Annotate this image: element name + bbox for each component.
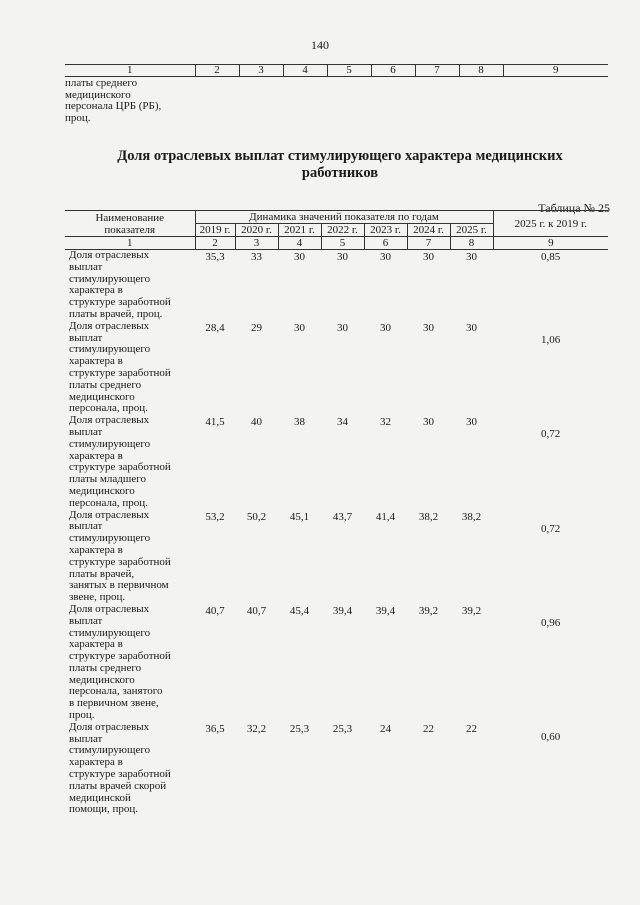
year-value: 34 (337, 416, 348, 429)
indicator-name (65, 321, 195, 415)
indicator-name-line: характера в (69, 449, 123, 462)
indicator-name (65, 604, 195, 722)
table-caption: Таблица № 25 (538, 201, 610, 215)
indicator-name-line: характера в (69, 756, 123, 769)
indicator-name-line: стимулирующего (69, 626, 151, 639)
indicator-name-line: стимулирующего (69, 343, 151, 356)
indicator-name-line: структуре заработной (69, 296, 171, 309)
year-value: 40 (251, 416, 262, 429)
table-row (65, 510, 608, 604)
header-line: Наименование (95, 211, 165, 224)
indicator-name-line: стимулирующего (69, 437, 151, 450)
indicator-name-line: Доля отраслевых (69, 319, 150, 332)
col-number: 3 (239, 65, 283, 77)
year-value: 41,5 (205, 416, 225, 429)
col-number: 6 (371, 65, 415, 77)
indicator-name-line: стимулирующего (69, 744, 151, 757)
col-number: 4 (278, 237, 321, 250)
indicator-name-line: медицинской (69, 791, 131, 804)
label-line: персонала ЦРБ (РБ), (65, 100, 162, 112)
col-number: 5 (327, 65, 371, 77)
col-number: 2 (195, 237, 235, 250)
year-value: 50,2 (246, 510, 267, 523)
year-value: 45,1 (289, 510, 310, 523)
indicator-name (65, 415, 195, 509)
year-value: 32 (380, 416, 391, 429)
indicator-name-line: платы младшего (69, 473, 146, 486)
year-value: 45,4 (289, 604, 310, 617)
table-row (65, 415, 608, 509)
year-value: 22 (466, 722, 478, 735)
year-header: 2022 г. (321, 224, 364, 237)
indicator-name-line: структуре заработной (69, 461, 171, 474)
continuation-column-numbers (65, 65, 608, 77)
year-value: 30 (466, 251, 478, 263)
indicator-name-line: характера в (69, 355, 123, 368)
col-number: 1 (65, 65, 195, 77)
header-line: показателя (104, 223, 156, 236)
year-value: 39,2 (418, 604, 439, 617)
year-value: 30 (466, 416, 478, 429)
col-number: 9 (503, 65, 608, 77)
indicator-name-line: стимулирующего (69, 272, 151, 285)
indicator-name-line: медицинского (69, 673, 135, 686)
indicator-name-line: персонала, проц. (69, 402, 148, 415)
col-number: 8 (450, 237, 493, 250)
year-value: 39,4 (332, 604, 353, 617)
year-value: 32,2 (246, 722, 267, 735)
indicator-name-line: Доля отраслевых (69, 720, 150, 733)
year-header: 2020 г. (235, 224, 278, 237)
page-number: 140 (311, 38, 329, 52)
indicator-name-line: выплат (69, 614, 103, 627)
year-value: 30 (423, 321, 434, 334)
year-value: 53,2 (205, 510, 225, 523)
year-value: 22 (423, 722, 434, 735)
indicator-name (65, 250, 195, 321)
indicator-name-line: характера в (69, 543, 123, 556)
indicator-name (65, 722, 195, 816)
year-value: 30 (466, 321, 478, 334)
indicator-name-line: занятых в первичном (69, 579, 169, 592)
year-value: 41,4 (375, 510, 396, 523)
year-value: 25,3 (289, 722, 310, 735)
indicator-name-line: структуре заработной (69, 650, 171, 663)
year-value: 28,4 (205, 321, 225, 334)
year-value: 38,2 (461, 510, 482, 523)
year-value: 38,2 (418, 510, 439, 523)
continuation-table (65, 64, 608, 124)
indicator-name-line: выплат (69, 331, 103, 344)
ratio-column-header: 2025 г. к 2019 г. (493, 211, 608, 237)
indicator-name-line: структуре заработной (69, 555, 171, 568)
indicator-name-line: характера в (69, 284, 123, 297)
year-value: 33 (251, 251, 262, 263)
indicator-name-line: медицинского (69, 484, 135, 497)
indicator-name-line: проц. (69, 709, 95, 722)
year-value: 30 (380, 251, 391, 263)
ratio-value: 0,72 (540, 522, 561, 535)
year-header: 2023 г. (364, 224, 407, 237)
ratio-value: 0,85 (540, 251, 561, 263)
year-value: 39,2 (461, 604, 482, 617)
year-header: 2019 г. (195, 224, 235, 237)
indicator-name-line: платы врачей, проц. (69, 307, 163, 320)
col-number: 7 (415, 65, 459, 77)
indicator-name-line: Доля отраслевых (69, 602, 150, 615)
indicator-name-line: выплат (69, 520, 103, 533)
label-line: платы среднего (65, 77, 138, 89)
year-value: 43,7 (332, 510, 353, 523)
indicator-name-line: платы среднего (69, 661, 142, 674)
table-row (65, 722, 608, 816)
year-value: 30 (423, 416, 434, 429)
col-number: 7 (407, 237, 450, 250)
col-number: 8 (459, 65, 503, 77)
table-row (65, 250, 608, 321)
year-header: 2021 г. (278, 224, 321, 237)
year-value: 30 (380, 321, 391, 334)
continuation-row-label (65, 77, 195, 125)
year-value: 24 (380, 722, 391, 735)
year-value: 30 (337, 321, 348, 334)
indicator-name-line: выплат (69, 732, 103, 745)
year-value: 30 (294, 321, 305, 334)
indicator-name (65, 510, 195, 604)
indicator-name-line: структуре заработной (69, 366, 171, 379)
indicator-name-line: помощи, проц. (69, 803, 139, 816)
indicator-name-line: персонала, занятого (69, 685, 163, 698)
year-value: 40,7 (246, 604, 267, 617)
col-number: 9 (493, 237, 608, 250)
indicator-name-line: характера в (69, 638, 123, 651)
ratio-value: 0,60 (540, 730, 561, 743)
ratio-value: 0,72 (540, 428, 561, 441)
year-value: 25,3 (332, 722, 353, 735)
section-title: Доля отраслевых выплат стимулирующего характера медицинских работников (117, 148, 563, 181)
year-header: 2024 г. (407, 224, 450, 237)
indicator-name-line: звене, проц. (69, 591, 126, 604)
year-header: 2025 г. (450, 224, 493, 237)
ratio-value: 1,06 (540, 333, 561, 346)
col-number: 5 (321, 237, 364, 250)
label-line: проц. (65, 111, 91, 124)
year-value: 30 (423, 251, 434, 263)
year-value: 29 (251, 321, 262, 334)
year-value: 39,4 (375, 604, 396, 617)
indicator-name-line: выплат (69, 425, 103, 438)
indicator-name-line: стимулирующего (69, 532, 151, 545)
name-column-header (65, 211, 195, 237)
year-value: 30 (337, 251, 348, 263)
col-number: 1 (65, 237, 195, 250)
indicator-name-line: медицинского (69, 390, 135, 403)
indicator-table (65, 210, 608, 816)
indicator-name-line: Доля отраслевых (69, 414, 150, 427)
year-value: 36,5 (205, 722, 225, 735)
indicator-name-line: персонала, проц. (69, 496, 148, 509)
indicator-name-line: в первичном звене, (69, 697, 159, 710)
year-value: 40,7 (205, 604, 225, 617)
dynamics-header: Динамика значений показателя по годам (195, 211, 493, 224)
year-value: 35,3 (205, 251, 225, 263)
indicator-name-line: Доля отраслевых (69, 249, 150, 261)
label-line: медицинского (65, 88, 131, 101)
ratio-value: 0,96 (540, 616, 561, 629)
indicator-name-line: выплат (69, 260, 103, 273)
table-row (65, 321, 608, 415)
year-value: 30 (294, 251, 305, 263)
indicator-name-line: платы врачей, (69, 567, 135, 580)
col-number: 2 (195, 65, 239, 77)
indicator-name-line: Доля отраслевых (69, 508, 150, 521)
indicator-name-line: платы среднего (69, 378, 142, 391)
col-number: 3 (235, 237, 278, 250)
col-number: 4 (283, 65, 327, 77)
indicator-name-line: структуре заработной (69, 768, 171, 781)
year-value: 38 (294, 416, 305, 429)
table-row (65, 604, 608, 722)
indicator-name-line: платы врачей скорой (69, 779, 167, 792)
col-number: 6 (364, 237, 407, 250)
